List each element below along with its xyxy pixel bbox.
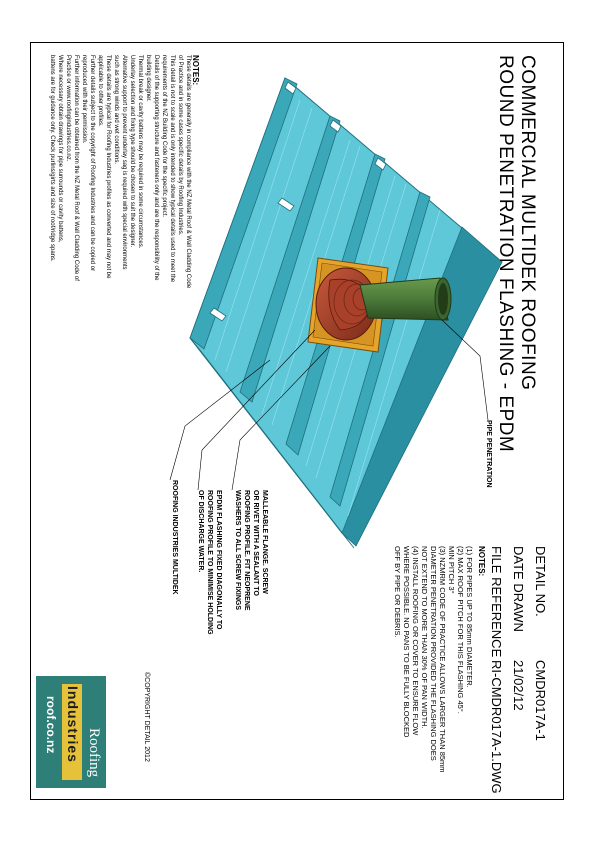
file-label: FILE REFERENCE xyxy=(489,546,504,658)
left-note-9: Alternative support to prevent underlay sag is required with special environments xyxy=(121,55,127,270)
left-note-5: Details of the supporting structure and fasteners only and are the responsibility of the xyxy=(153,55,159,281)
callout-roofing: ROOFING INDUSTRIES MULTIDEK xyxy=(171,480,178,595)
callout-flange-1: MALLEABLE FLANGE. SCREW xyxy=(261,490,268,594)
copyright-text: ©COPYRIGHT DETAIL 2012 xyxy=(143,672,150,762)
callout-flange-3: ROOFING PROFILE. FIT NEOPRENE xyxy=(243,490,250,611)
left-note-11: These details are typical for Roofing Industries profiles as converted and may not be xyxy=(105,55,111,279)
left-note-15: Further information can be obtained from the NZ Metal Roof & Wall Cladding Code of xyxy=(73,55,79,281)
roofing-industries-logo xyxy=(36,676,106,788)
right-note-4: (3) NZMRM CODE OF PRACTICE ALLOWS LARGER THAN 85mm xyxy=(438,546,447,773)
right-note-8: WHERE POSSIBLE. NO PANS TO BE FULLY BLOCKED xyxy=(402,546,411,738)
left-notes-title: NOTES: xyxy=(191,55,200,86)
left-note-16: Practice or www.roofingindustries.co.nz. xyxy=(65,55,71,162)
left-note-3: This detail is not to scale and is only intended to show typical details used to meet the xyxy=(169,55,175,283)
callout-epdm-2: ROOFING PROFILE TO MINIMISE HOLDING xyxy=(206,490,213,635)
left-note-1: These details are generally in compliance with the NZ Metal Roof & Wall Cladding Code xyxy=(185,55,191,289)
right-note-9: OFF BY PIPE OR DEBRIS. xyxy=(393,546,402,638)
callout-flange-4: WASHERS TO ALL SCREW FIXINGS xyxy=(234,490,241,611)
left-note-7: Thermal break or cavity battens may be required in some circumstances. xyxy=(137,55,143,249)
right-note-5: DIAMETER PENETRATION PROVIDED THE FLASHING DOES xyxy=(429,546,438,761)
detail-label: DETAIL NO. xyxy=(533,546,548,617)
callout-flange-2: OR RIVET WITH A SEALANT TO xyxy=(252,490,259,596)
detail-value: CMDR017A-1 xyxy=(533,660,548,741)
left-note-18: battens are for guidance only. Check purlins/girts and size of roof/ridge spans. xyxy=(49,55,55,262)
logo-word-industries: Industries xyxy=(65,686,81,763)
right-note-7: (4) INSTALL ROOFING OR COVER TO ENSURE FLOW xyxy=(411,546,420,736)
left-note-10: such as strong winds and wet conditions. xyxy=(113,55,119,165)
date-label: DATE DRAWN xyxy=(511,546,526,632)
right-note-3: MIN PITCH 3° xyxy=(447,546,456,594)
left-note-4: requirements of the NZ Building Code for the specific project. xyxy=(161,55,167,218)
left-note-17: Where necessary obtain drawings for pipe surrounds or cavity battens, xyxy=(57,55,63,243)
title-line-2: ROUND PENETRATION FLASHING - EPDM xyxy=(495,55,516,453)
left-note-2: of Practice and in some cases specific details by Roofing Industries. xyxy=(177,55,183,236)
left-note-14: reproduced with their permission. xyxy=(81,55,87,144)
callout-epdm-1: EPDM FLASHING FIXED DIAGONALLY TO xyxy=(215,490,222,630)
left-note-12: applicable to other profiles. xyxy=(97,55,103,127)
logo-web-address: roof.co.nz xyxy=(44,696,58,754)
right-note-2: (2) MAX ROOF PITCH FOR THIS FLASHING 45°. xyxy=(456,546,465,714)
left-note-8: Underlay selection and fixing type should be chosen to suit the designer. xyxy=(129,55,135,248)
callout-epdm-3: OF DISCHARGE WATER. xyxy=(197,490,204,573)
callout-pipe: PIPE PENETRATION xyxy=(485,420,492,488)
left-note-6: building designer. xyxy=(145,55,151,102)
left-note-13: Further details subject to the copyright of Roofing Industries and can be copied or xyxy=(89,55,95,272)
title-line-1: COMMERCIAL MULTIDEK ROOFING xyxy=(517,55,538,391)
file-value: RI-CMDR017A-1.DWG xyxy=(489,660,504,794)
right-notes-title: NOTES: xyxy=(477,546,486,577)
right-note-1: (1) FOR PIPES UP TO 85mm DIAMETER. xyxy=(465,546,474,688)
right-note-6: NOT EXTEND TO MORE THAN 30% OF PAN WIDTH. xyxy=(420,546,429,729)
date-value: 21/02/12 xyxy=(511,660,526,711)
logo-word-roofing: Roofing xyxy=(86,728,102,778)
